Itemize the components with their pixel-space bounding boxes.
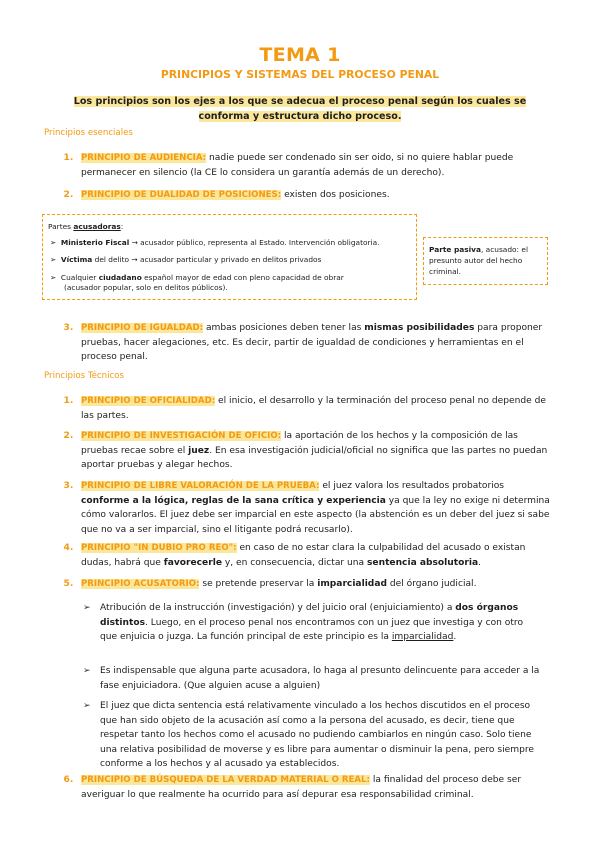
item-text: nadie puede ser condenado sin ser oido, si no quiere hablar puede permanecer en silencio (la CE lo considera un garantía además de un derecho). xyxy=(81,153,514,178)
item-number: 2. xyxy=(63,431,74,441)
item-text: existen dos posiciones. xyxy=(281,190,390,200)
page-subtitle: PRINCIPIOS Y SISTEMAS DEL PROCESO PENAL xyxy=(160,68,440,81)
list-item xyxy=(64,188,552,203)
page-title: TEMA 1 xyxy=(259,44,341,66)
item-number: 3. xyxy=(63,323,74,333)
section-heading-tecnicos: Principios Técnicos xyxy=(44,371,124,381)
passive-party-text: Parte pasiva, acusado: el presunto autor del hecho criminal. xyxy=(429,245,528,276)
list-item xyxy=(64,151,552,180)
item-heading: PRINCIPIO DE DUALIDAD DE POSICIONES: xyxy=(81,190,282,200)
list-item: 6. PRINCIPIO DE BÚSQUEDA DE LA VERDAD MATERIAL O REAL: la finalidad del proceso debe ser averiguar lo que realmente ha ocurrido para así depurar esa responsabilidad criminal. xyxy=(63,775,522,800)
box-bullet: ➢ Cualquier ciudadano español mayor de edad con pleno capacidad de obrar xyxy=(50,273,344,282)
sub-bullet: ➢ El juez que dicta sentencia está relativamente vinculado a los hechos discutidos en el proceso que han sido objeto de la acusación así como a la persona del acusado, es decir, tiene que respetar tanto los hechos como el acusado no pudiendo cambiarlos en ningún caso. Solo tiene una relativa posibilidad de moverse y es libre para aumentar o disminuir la pena, pero siempre conforme a los hechos y al acusado ya establecidos. xyxy=(83,701,534,770)
passive-party-box xyxy=(423,237,548,285)
item-number: 1. xyxy=(63,153,74,163)
item-heading: PRINCIPIO DE AUDIENCIA: xyxy=(81,153,207,163)
item-heading: PRINCIPIO DE IGUALDAD: xyxy=(81,323,204,333)
list-item: 4. PRINCIPIO "IN DUBIO PRO REO": en caso de no estar clara la culpabilidad del acusado o existan dudas, habrá que favorecerle y, en consecuencia, dictar una sentencia absolutoria. xyxy=(63,543,526,568)
item-number: 5. xyxy=(63,579,74,589)
item-heading: PRINCIPIO DE LIBRE VALORACIÓN DE LA PRUEBA: xyxy=(81,481,320,491)
box-bullet: ➢ Ministerio Fiscal → acusador público, representa al Estado. Intervención obligatoria. xyxy=(50,238,380,247)
item-number: 2. xyxy=(63,190,74,200)
arrow-bullet-icon: ➢ xyxy=(83,666,91,676)
box-bullet-continuation: (acusador popular, solo en delitos públicos). xyxy=(64,283,228,292)
box-heading: Partes acusadoras: xyxy=(48,222,124,231)
arrow-bullet-icon: ➢ xyxy=(83,603,91,613)
item-heading: PRINCIPIO ACUSATORIO: xyxy=(81,579,200,589)
list-item: 2. PRINCIPIO DE INVESTIGACIÓN DE OFICIO: la aportación de los hechos y la composición de las pruebas recae sobre el juez. En esa investigación judicial/oficial no significa que las partes no puedan aportar pruebas y alegar hechos. xyxy=(63,431,548,471)
list-item: 5. PRINCIPIO ACUSATORIO: se pretende preservar la imparcialidad del órgano judicial. xyxy=(64,577,552,592)
item-heading: PRINCIPIO DE OFICIALIDAD: xyxy=(81,396,216,406)
arrow-bullet-icon: ➢ xyxy=(83,701,91,711)
item-number: 6. xyxy=(63,775,74,785)
list-item: 1. PRINCIPIO DE OFICIALIDAD: el inicio, el desarrollo y la terminación del proceso penal no depende de las partes. xyxy=(63,396,546,421)
list-item: 3. PRINCIPIO DE LIBRE VALORACIÓN DE LA PRUEBA: el juez valora los resultados probatorios conforme a la lógica, reglas de la sana crítica y experiencia ya que la ley no exige ni determina cómo valorarlos. El juez debe ser imparcial en este aspecto (la abstención es un deber del juez si sabe que no va a ser imparcial, sino el litigante podrá recusarlo). xyxy=(63,481,550,535)
item-number: 1. xyxy=(63,396,74,406)
item-number: 3. xyxy=(63,481,74,491)
item-heading: PRINCIPIO DE INVESTIGACIÓN DE OFICIO: xyxy=(81,431,282,441)
item-heading: PRINCIPIO "IN DUBIO PRO REO": xyxy=(81,543,237,553)
intro-text: Los principios son los ejes a los que se adecua el proceso penal según los cuales se conforma y estructura dicho proceso. xyxy=(73,96,527,122)
intro-paragraph xyxy=(50,95,550,124)
sub-bullet: ➢ Es indispensable que alguna parte acusadora, lo haga al presunto delincuente para acceder a la fase enjuiciadora. (Que alguien acuse a alguien) xyxy=(83,666,540,691)
item-number: 4. xyxy=(63,543,74,553)
box-bullet: ➢ Víctima del delito → acusador particular y privado en delitos privados xyxy=(50,255,322,264)
sub-bullet: ➢ Atribución de la instrucción (investigación) y del juicio oral (enjuiciamiento) a dos órganos distintos. Luego, en el proceso penal nos encontramos con un juez que investiga y con otro que enjuicia o juzga. La función principal de este principio es la imparcialidad. xyxy=(83,603,524,643)
list-item: 3. PRINCIPIO DE IGUALDAD: ambas posiciones deben tener las mismas posibilidades para proponer pruebas, hacer alegaciones, etc. Es decir, partir de igualdad de condiciones y herramientas en el proceso penal. xyxy=(63,323,543,363)
accusing-parties-box xyxy=(42,214,417,300)
section-heading-esenciales: Principios esenciales xyxy=(44,128,133,138)
item-heading: PRINCIPIO DE BÚSQUEDA DE LA VERDAD MATERIAL O REAL: xyxy=(81,775,370,785)
